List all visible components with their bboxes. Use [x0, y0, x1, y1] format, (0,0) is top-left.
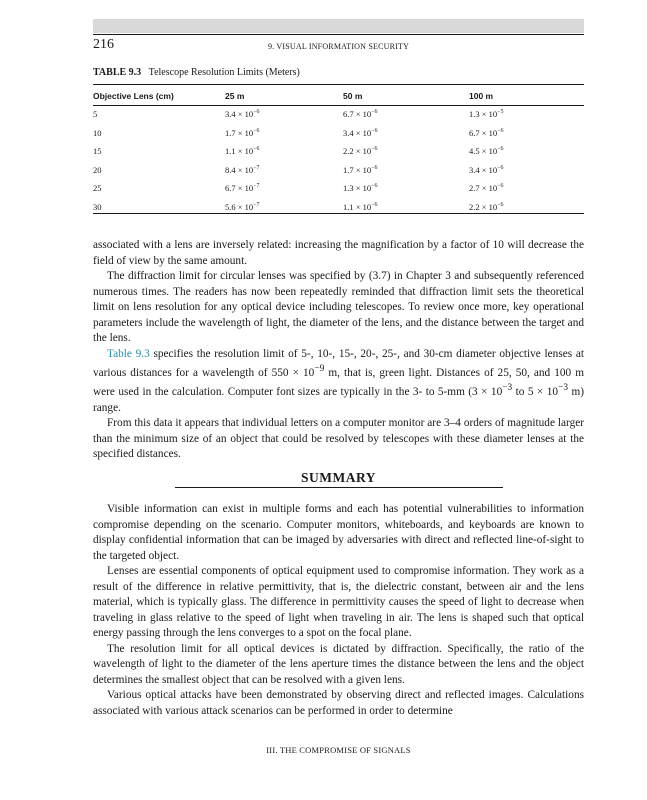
column-header: 100 m [469, 90, 494, 101]
resolution-cell: $2.2 \times 10^{-6}$ [469, 201, 504, 212]
table-row [93, 143, 584, 162]
body-text [93, 238, 584, 463]
table-header-row [93, 85, 584, 106]
table-row [93, 162, 584, 181]
resolution-cell: $1.7 \times 10^{-6}$ [225, 127, 260, 138]
resolution-cell: $2.7 \times 10^{-6}$ [469, 183, 504, 193]
resolution-cell: $1.3 \times 10^{-5}$ [469, 109, 504, 119]
lens-cell: 25 [93, 183, 102, 193]
resolution-cell: $1.1 \times 10^{-6}$ [225, 146, 260, 156]
resolution-table [93, 85, 584, 217]
paragraph: associated with a lens are inversely related: increasing the magnification by a factor of 10 will decrease the field of view by the same amount. [93, 239, 584, 267]
resolution-cell: $8.4 \times 10^{-7}$ [225, 164, 260, 175]
lens-cell: 30 [93, 201, 102, 212]
table-title: Telescope Resolution Limits (Meters) [148, 67, 300, 78]
paragraph: Various optical attacks have been demonstrated by observing direct and reflected images. Calculations associated with various attack scenarios can be performed in order to determine [93, 689, 584, 717]
footer: III. THE COMPROMISE OF SIGNALS [266, 745, 411, 755]
resolution-cell: $1.3 \times 10^{-6}$ [343, 183, 378, 193]
resolution-cell: $6.7 \times 10^{-6}$ [469, 127, 504, 138]
header-rule [93, 34, 584, 35]
paragraph: The diffraction limit for circular lenses was specified by (3.7) in Chapter 3 and subsequently referenced numerous times. The readers has now been repeatedly reminded that diffraction limit sets the theoretical limit on lens resolution for any optical device including telescopes. To review once more, key operational parameters include the wavelength of light, the diameter of the lens, and the distance between the target and the lens. [93, 270, 584, 344]
lens-cell: 10 [93, 127, 102, 138]
running-head: 9. VISUAL INFORMATION SECURITY [267, 42, 410, 51]
lens-cell: 5 [93, 109, 98, 119]
lens-cell: 20 [93, 164, 102, 175]
column-header: 50 m [343, 90, 363, 101]
lens-cell: 15 [93, 146, 102, 156]
resolution-cell: $3.4 \times 10^{-6}$ [225, 109, 260, 119]
paragraph: Visible information can exist in multiple forms and each has potential vulnerabilities to information compromise depending on the scenario. Computer monitors, whiteboards, and keyboards are known to display confidential information that can be imaged by adversaries with direct and reflected line-of-sight to the targeted object. [93, 503, 584, 562]
paragraph: The resolution limit for all optical devices is dictated by diffraction. Specifically, the ratio of the wavelength of light to the diameter of the lens aperture times the distance between the lens and the object determines the smallest object that can be resolved with a given lens. [93, 642, 584, 686]
column-header: Objective Lens (cm) [93, 90, 174, 101]
page-number: 216 [93, 37, 114, 52]
resolution-cell: $1.7 \times 10^{-6}$ [343, 164, 378, 175]
summary-text [93, 502, 584, 719]
resolution-cell: $5.6 \times 10^{-7}$ [225, 201, 260, 212]
table-link[interactable]: Table 9.3 [107, 347, 150, 360]
table-row [93, 106, 584, 125]
paragraph: Lenses are essential components of optical equipment used to compromise information. They work as a result of the difference in relative permittivity, that is, the dielectric constant, between air and the lens material, which is typically glass. The difference in permittivity causes the speed of light to decrease when traveling in glass relative to the speed of light when traveling in air. The lens is shaped such that optical energy passing through the lens converges to a spot on the focal plane. [93, 565, 584, 639]
resolution-cell: $6.7 \times 10^{-6}$ [343, 109, 378, 119]
paragraph: From this data it appears that individual letters on a computer monitor are 3–4 orders of magnitude larger than the minimum size of an object that could be resolved by telescopes with these diameter lenses at the specified distances. [93, 417, 584, 461]
table-body [93, 106, 584, 217]
paragraph: Table 9.3 specifies the resolution limit of 5-, 10-, 15-, 20-, 25-, and 30-cm diameter objective lenses at various distances for a wavelength of $550 \times 10^{-9}$ m, that is, green light. Distances of 25, 50, and 100 m were used in the calculation. Computer font sizes are typically in the 3- to 5-mm ($3 \times 10^{-3}$ to $5 \times 10^{-3}$ m) range. [93, 347, 585, 414]
resolution-cell: $2.2 \times 10^{-6}$ [343, 146, 378, 156]
resolution-cell: $3.4 \times 10^{-6}$ [469, 164, 504, 175]
resolution-cell: $6.7 \times 10^{-7}$ [225, 183, 260, 193]
resolution-cell: $4.5 \times 10^{-6}$ [469, 146, 504, 156]
header-band [93, 19, 584, 33]
resolution-cell: $1.1 \times 10^{-6}$ [343, 201, 378, 212]
table-row [93, 125, 584, 144]
table-caption [93, 67, 300, 78]
table-row [93, 199, 584, 218]
column-header: 25 m [225, 90, 245, 101]
resolution-cell: $3.4 \times 10^{-6}$ [343, 127, 378, 138]
table-label: TABLE 9.3 [93, 67, 142, 78]
summary-heading: SUMMARY [300, 470, 376, 485]
summary-rule [175, 487, 503, 488]
table-row [93, 180, 584, 199]
